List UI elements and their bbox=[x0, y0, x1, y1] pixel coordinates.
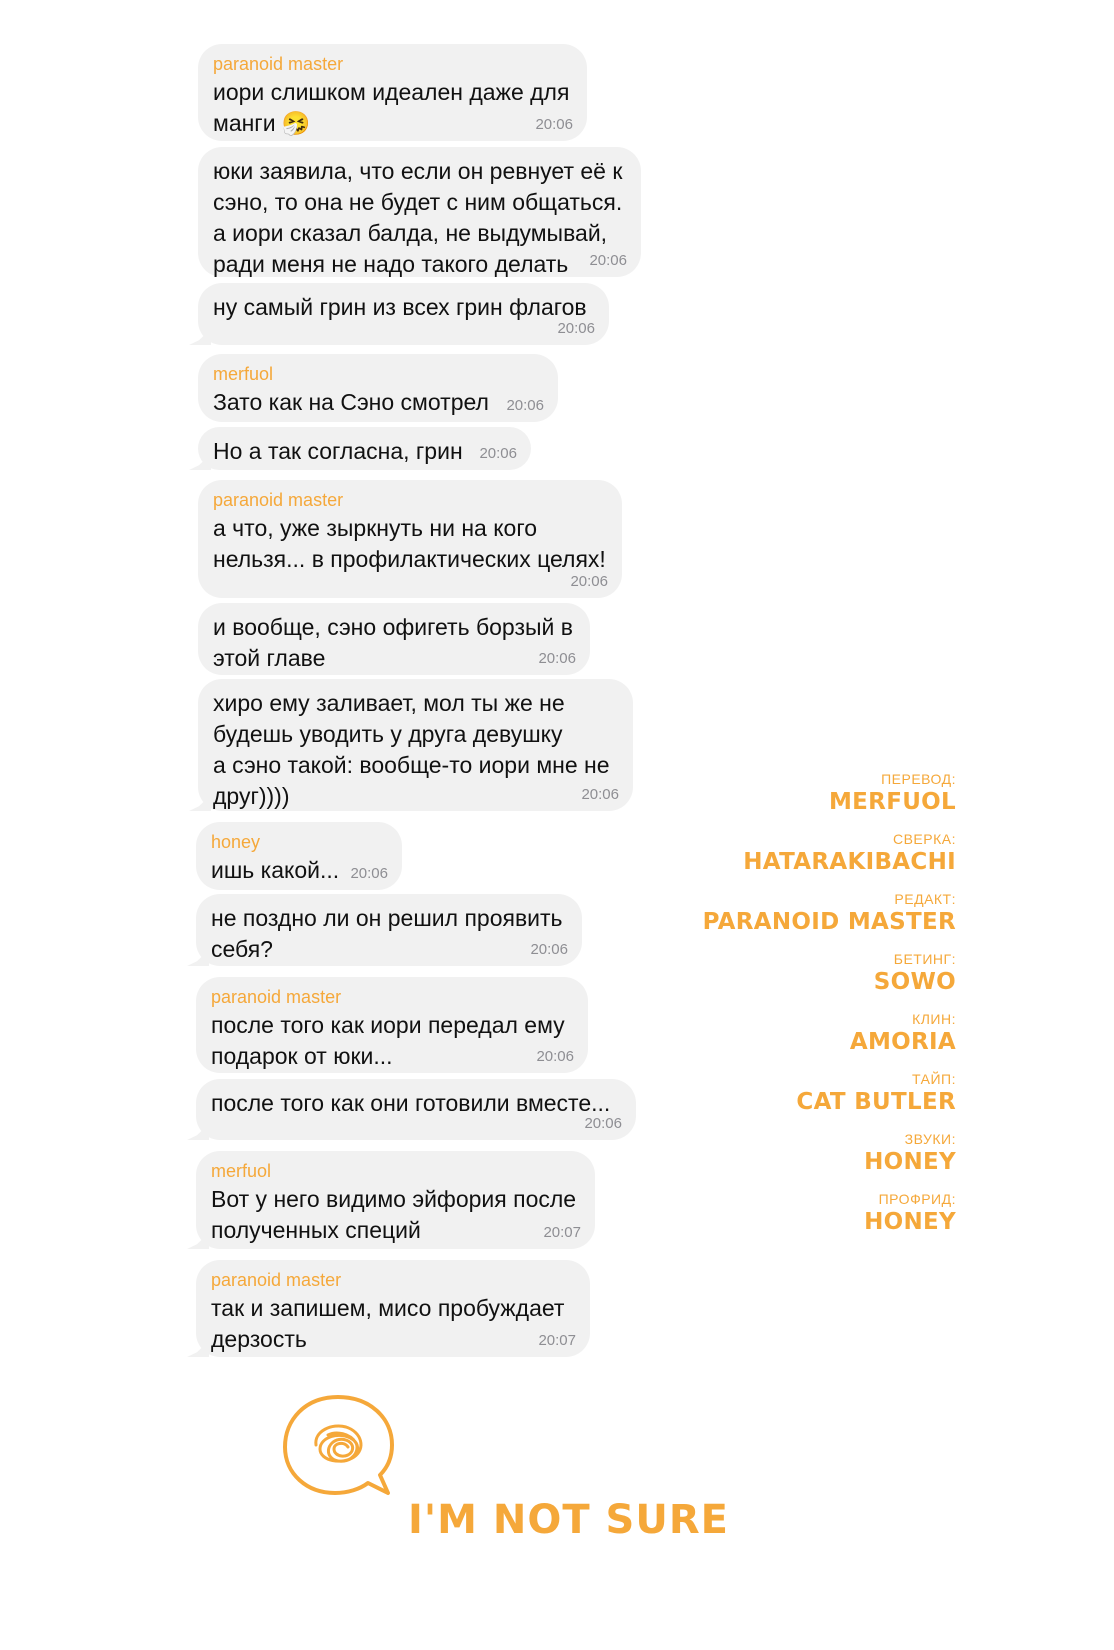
message-time: 20:07 bbox=[543, 1224, 581, 1241]
message-time: 20:06 bbox=[589, 252, 627, 269]
speech-bubble-scribble-icon bbox=[280, 1387, 410, 1517]
message-time: 20:06 bbox=[530, 941, 568, 958]
team-logo bbox=[280, 1387, 729, 1567]
message-time: 20:06 bbox=[506, 397, 544, 414]
message-time: 20:07 bbox=[538, 1332, 576, 1349]
credit-entry bbox=[656, 1010, 956, 1056]
message-time: 20:06 bbox=[350, 865, 388, 882]
message-time: 20:06 bbox=[581, 786, 619, 803]
credits-panel bbox=[656, 770, 956, 1250]
message-time: 20:06 bbox=[538, 650, 576, 667]
message-bubble[interactable] bbox=[198, 427, 531, 470]
credit-name: MERFUOL bbox=[828, 789, 956, 815]
credit-name: AMORIA bbox=[849, 1029, 956, 1055]
credit-role: ТАЙП: bbox=[912, 1071, 956, 1087]
message-time: 20:06 bbox=[570, 573, 608, 590]
message-text: а что, уже зыркнуть ни на кого нельзя... в профилактических целях! bbox=[213, 515, 606, 572]
message-sender[interactable]: paranoid master bbox=[211, 987, 342, 1007]
credit-entry bbox=[656, 890, 956, 936]
message-text: ну самый грин из всех грин флагов bbox=[213, 294, 587, 320]
message-time: 20:06 bbox=[535, 116, 573, 133]
message-bubble[interactable] bbox=[198, 354, 558, 422]
credit-entry bbox=[656, 830, 956, 876]
message-text: так и запишем, мисо пробуждает дерзость bbox=[211, 1295, 565, 1352]
message-sender[interactable]: honey bbox=[211, 832, 261, 852]
message-bubble[interactable] bbox=[196, 822, 402, 890]
message-text: не поздно ли он решил проявить себя? bbox=[211, 905, 563, 962]
message-bubble[interactable] bbox=[198, 147, 641, 277]
message-bubble[interactable] bbox=[196, 1079, 636, 1140]
credit-entry bbox=[656, 1130, 956, 1176]
message-bubble[interactable] bbox=[198, 283, 609, 345]
message-text: после того как иори передал ему подарок от юки... bbox=[211, 1012, 565, 1069]
message-text: юки заявила, что если он ревнует её к сэно, то она не будет с ним общаться. а иори сказал балда, не выдумывай, ради меня не надо такого делать bbox=[213, 158, 623, 277]
logo-text: I'M NOT SURE bbox=[408, 1497, 729, 1543]
credit-entry bbox=[656, 770, 956, 816]
message-text: и вообще, сэно офигеть борзый в этой главе bbox=[213, 614, 573, 671]
message-sender[interactable]: paranoid master bbox=[211, 1270, 342, 1290]
message-sender[interactable]: paranoid master bbox=[213, 490, 344, 510]
message-time: 20:06 bbox=[479, 445, 517, 462]
credit-entry bbox=[656, 1190, 956, 1236]
credit-role: БЕТИНГ: bbox=[893, 951, 956, 967]
message-text: Вот у него видимо эйфория после полученных специй bbox=[211, 1186, 577, 1243]
credit-name: HONEY bbox=[864, 1209, 956, 1235]
message-sender[interactable]: merfuol bbox=[211, 1161, 272, 1181]
credit-role: ПЕРЕВОД: bbox=[881, 771, 956, 787]
credit-role: ПРОФРИД: bbox=[878, 1191, 956, 1207]
credit-entry bbox=[656, 950, 956, 996]
message-sender[interactable]: paranoid master bbox=[213, 54, 344, 74]
message-sender[interactable]: merfuol bbox=[213, 364, 274, 384]
message-time: 20:06 bbox=[536, 1048, 574, 1065]
credit-name: PARANOID MASTER bbox=[702, 909, 956, 935]
message-bubble[interactable] bbox=[198, 480, 622, 598]
message-time: 20:06 bbox=[557, 320, 595, 337]
credit-role: РЕДАКТ: bbox=[894, 891, 956, 907]
credit-role: СВЕРКА: bbox=[892, 831, 956, 847]
message-bubble[interactable] bbox=[196, 977, 588, 1073]
message-bubble[interactable] bbox=[198, 603, 590, 675]
credit-name: CAT BUTLER bbox=[796, 1089, 956, 1115]
message-text: после того как они готовили вместе... bbox=[211, 1090, 611, 1116]
credit-entry bbox=[656, 1070, 956, 1116]
message-bubble[interactable] bbox=[196, 1151, 595, 1249]
message-text: Зато как на Сэно смотрел bbox=[213, 389, 489, 415]
message-text: Но а так согласна, грин bbox=[213, 438, 463, 464]
message-text: иори слишком идеален даже для манги 🤧 bbox=[213, 79, 570, 136]
credit-name: HATARAKIBACHI bbox=[743, 849, 956, 875]
message-text: хиро ему заливает, мол ты же не будешь уводить у друга девушку а сэно такой: вообще-то иори мне не друг)))) bbox=[213, 690, 610, 809]
message-text: ишь какой... bbox=[211, 857, 340, 883]
message-bubble[interactable] bbox=[198, 44, 587, 141]
message-bubble[interactable] bbox=[198, 679, 633, 811]
message-bubble[interactable] bbox=[196, 1260, 590, 1357]
credit-role: ЗВУКИ: bbox=[904, 1131, 956, 1147]
credit-name: HONEY bbox=[864, 1149, 956, 1175]
credit-name: SOWO bbox=[873, 969, 956, 995]
logo-scribble bbox=[316, 1426, 361, 1461]
credit-role: КЛИН: bbox=[912, 1011, 956, 1027]
message-time: 20:06 bbox=[584, 1115, 622, 1132]
message-bubble[interactable] bbox=[196, 894, 582, 966]
